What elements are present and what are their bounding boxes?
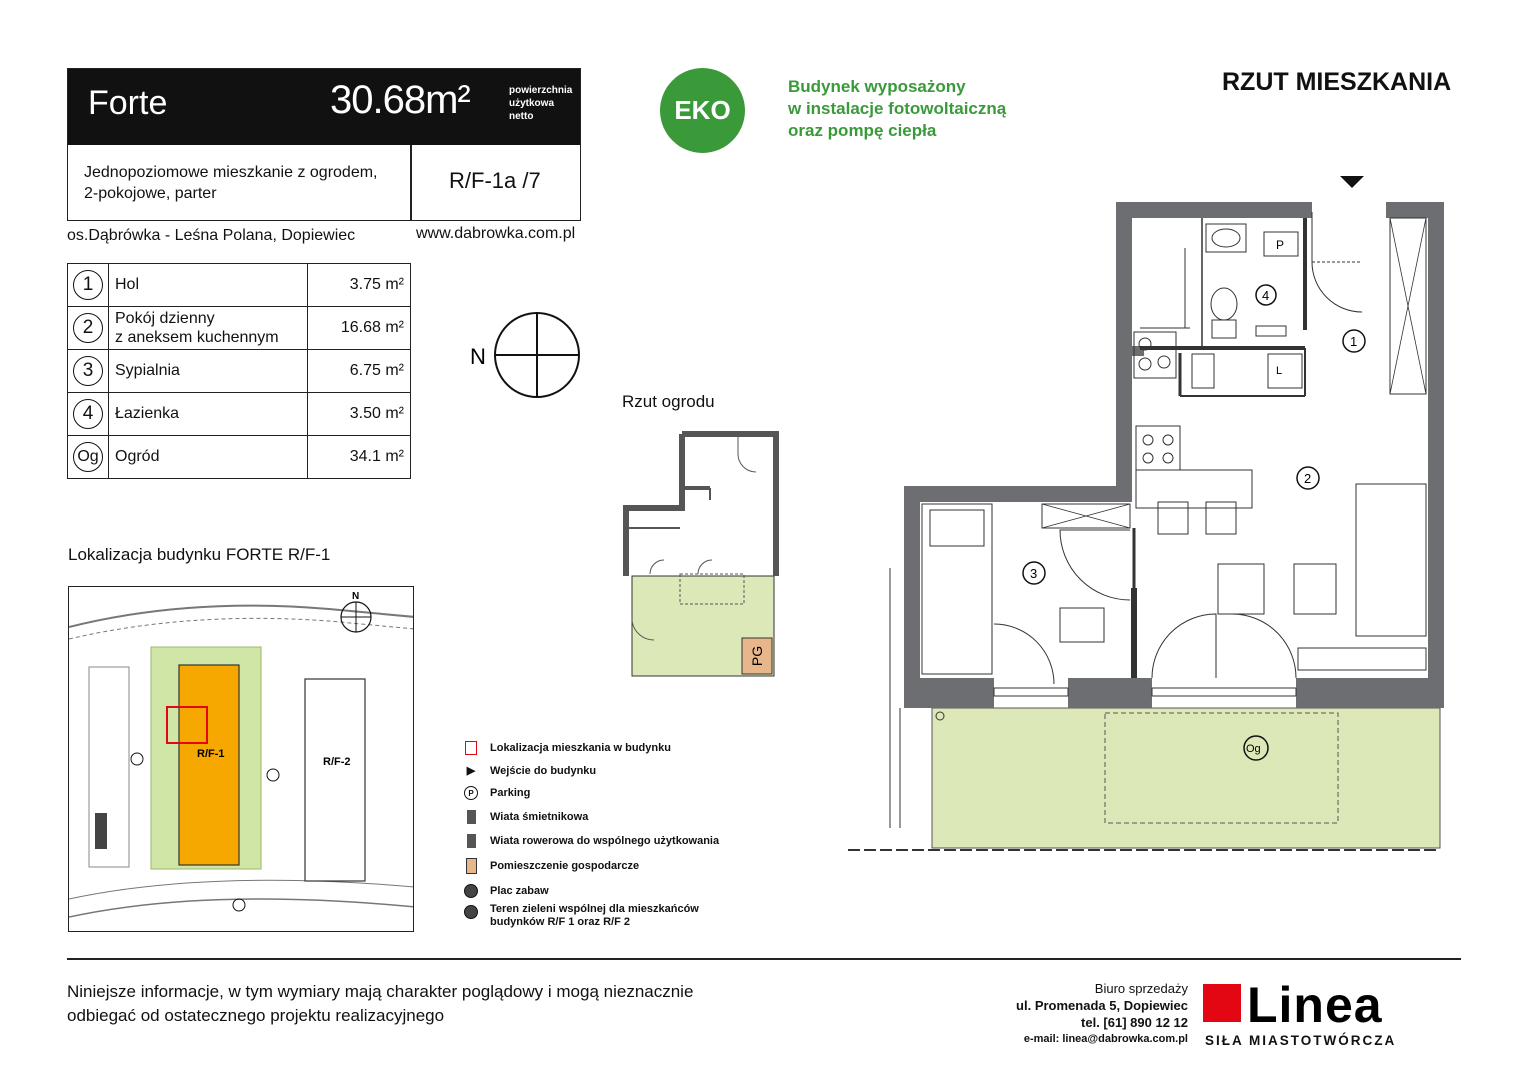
table-row [68,307,411,350]
area-note-line: użytkowa [509,98,555,109]
legend-item [464,741,671,755]
room-number-cell [68,393,109,436]
compass-icon [470,312,585,402]
building-rf1-label: R/F-1 [197,748,225,760]
floor-plan [840,168,1460,858]
area-note-line: netto [509,111,534,122]
plan-label-l: L [1276,365,1283,377]
playground-icon [464,884,478,898]
legend-item [464,858,639,874]
waste-shelter-icon [464,810,478,824]
red-square-icon [464,741,478,755]
garden-area [932,708,1440,848]
room-area: 16.68 m² [308,307,411,350]
area-note-line: powierzchnia [509,85,573,96]
logo-red-square [1203,984,1241,1022]
room-number-cell [68,436,109,479]
legend-label: Lokalizacja mieszkania w budynku [490,742,671,754]
plan-label-3: 3 [1030,566,1038,581]
disclaimer-line: odbiegać od ostatecznego projektu realizacyjnego [67,1006,445,1025]
plan-label-p: P [1276,238,1285,252]
room-number: 3 [73,356,103,386]
legend-label: Wejście do budynku [490,764,597,777]
eko-badge-label: EKO [674,95,731,125]
legend-item [464,786,530,800]
apartment-name: Forte [88,84,168,122]
site-map-drawing [69,587,414,932]
site-north-label: N [352,591,360,602]
apartment-area: 30.68m² [330,78,470,122]
room-number-cell [68,350,109,393]
building-rf1 [179,665,239,865]
garden-plan [610,428,785,680]
walls [904,202,1444,708]
table-row [68,264,411,307]
area-note [509,84,572,123]
room-number-cell [68,307,109,350]
room-area: 6.75 m² [308,350,411,393]
website-link[interactable]: www.dabrowka.com.pl [416,225,576,242]
legend-label: Teren zieleni wspólnej dla mieszkańców budynków R/F 1 oraz R/F 2 [490,903,699,928]
garden-walls [626,434,776,576]
bike-shelter-icon [464,834,478,848]
room-name: Hol [109,264,308,307]
room-area: 3.50 m² [308,393,411,436]
utility-room-icon [464,858,478,874]
room-area: 34.1 m² [308,436,411,479]
legend-label: Pomieszczenie gospodarcze [490,860,640,872]
table-row [68,350,411,393]
apartment-code: R/F-1a /7 [449,168,541,193]
eko-line: oraz pompę ciepła [788,121,937,140]
room-name: Ogród [109,436,308,479]
building-rf2-label: R/F-2 [323,756,351,768]
disclaimer [67,980,693,1028]
apartment-description [84,162,377,204]
table-row [68,393,411,436]
footer-divider [67,958,1461,960]
office-line: tel. [61] 890 12 12 [1081,1015,1188,1030]
garden-plan-title: Rzut ogrodu [622,392,715,411]
plan-label-2: 2 [1304,471,1312,486]
legend-item [464,810,588,824]
eko-line: w instalacje fotowoltaiczną [788,99,1007,118]
legend-item [464,884,549,898]
eko-line: Budynek wyposażony [788,77,966,96]
garden-pg-label: PG [749,645,765,667]
legend-label: Parking [490,787,531,799]
plan-title: RZUT MIESZKANIA [1222,68,1452,96]
room-name: Łazienka [109,393,308,436]
room-name [109,307,308,350]
room-table [67,263,411,479]
green-area-icon [464,905,478,919]
room-name: Sypialnia [109,350,308,393]
room-number-cell [68,264,109,307]
eko-description [788,76,1006,142]
description-line: 2-pokojowe, parter [84,185,217,202]
room-number: 4 [73,399,103,429]
room-area: 3.75 m² [308,264,411,307]
table-row [68,436,411,479]
brand-name: Linea [1247,982,1383,1030]
legend-item [464,764,596,777]
legend-label: Plac zabaw [490,885,549,897]
office-line: ul. Promenada 5, Dopiewiec [1016,998,1188,1013]
legend-item [464,834,719,848]
room-number: 2 [73,313,103,343]
site-location-title: Lokalizacja budynku FORTE R/F-1 [68,545,331,564]
compass-label: N [470,344,486,369]
plan-label-1: 1 [1350,334,1358,349]
disclaimer-line: Niniejsze informacje, w tym wymiary mają charakter poglądowy i mogą nieznacznie [67,982,694,1001]
plan-label-og: Og [1246,743,1261,755]
site-map [68,586,414,932]
room-name-text: Pokój dzienny z aneksem kuchennym [115,310,279,346]
sales-office [900,980,1188,1048]
room-number: 1 [73,270,103,300]
entrance-arrow-icon: ▶ [466,765,476,777]
office-email[interactable]: e-mail: linea@dabrowka.com.pl [1023,1033,1188,1045]
office-line: Biuro sprzedaży [1094,981,1188,996]
legend-label: Wiata śmietnikowa [490,811,589,823]
legend-item [464,903,699,929]
estate-location: os.Dąbrówka - Leśna Polana, Dopiewiec [67,227,356,244]
parking-icon: P [464,786,478,800]
building-rf2 [305,679,365,881]
description-line: Jednopoziomowe mieszkanie z ogrodem, [84,164,378,181]
linea-logo [1203,982,1463,1030]
plan-label-4: 4 [1262,288,1270,303]
eko-badge [660,68,745,153]
header-divider [410,145,412,221]
room-number: Og [73,442,103,472]
entrance-arrow-icon [1340,176,1364,188]
legend-label: Wiata rowerowa do wspólnego użytkowania [490,835,720,847]
brand-tagline: SIŁA MIASTOTWÓRCZA [1205,1033,1397,1048]
